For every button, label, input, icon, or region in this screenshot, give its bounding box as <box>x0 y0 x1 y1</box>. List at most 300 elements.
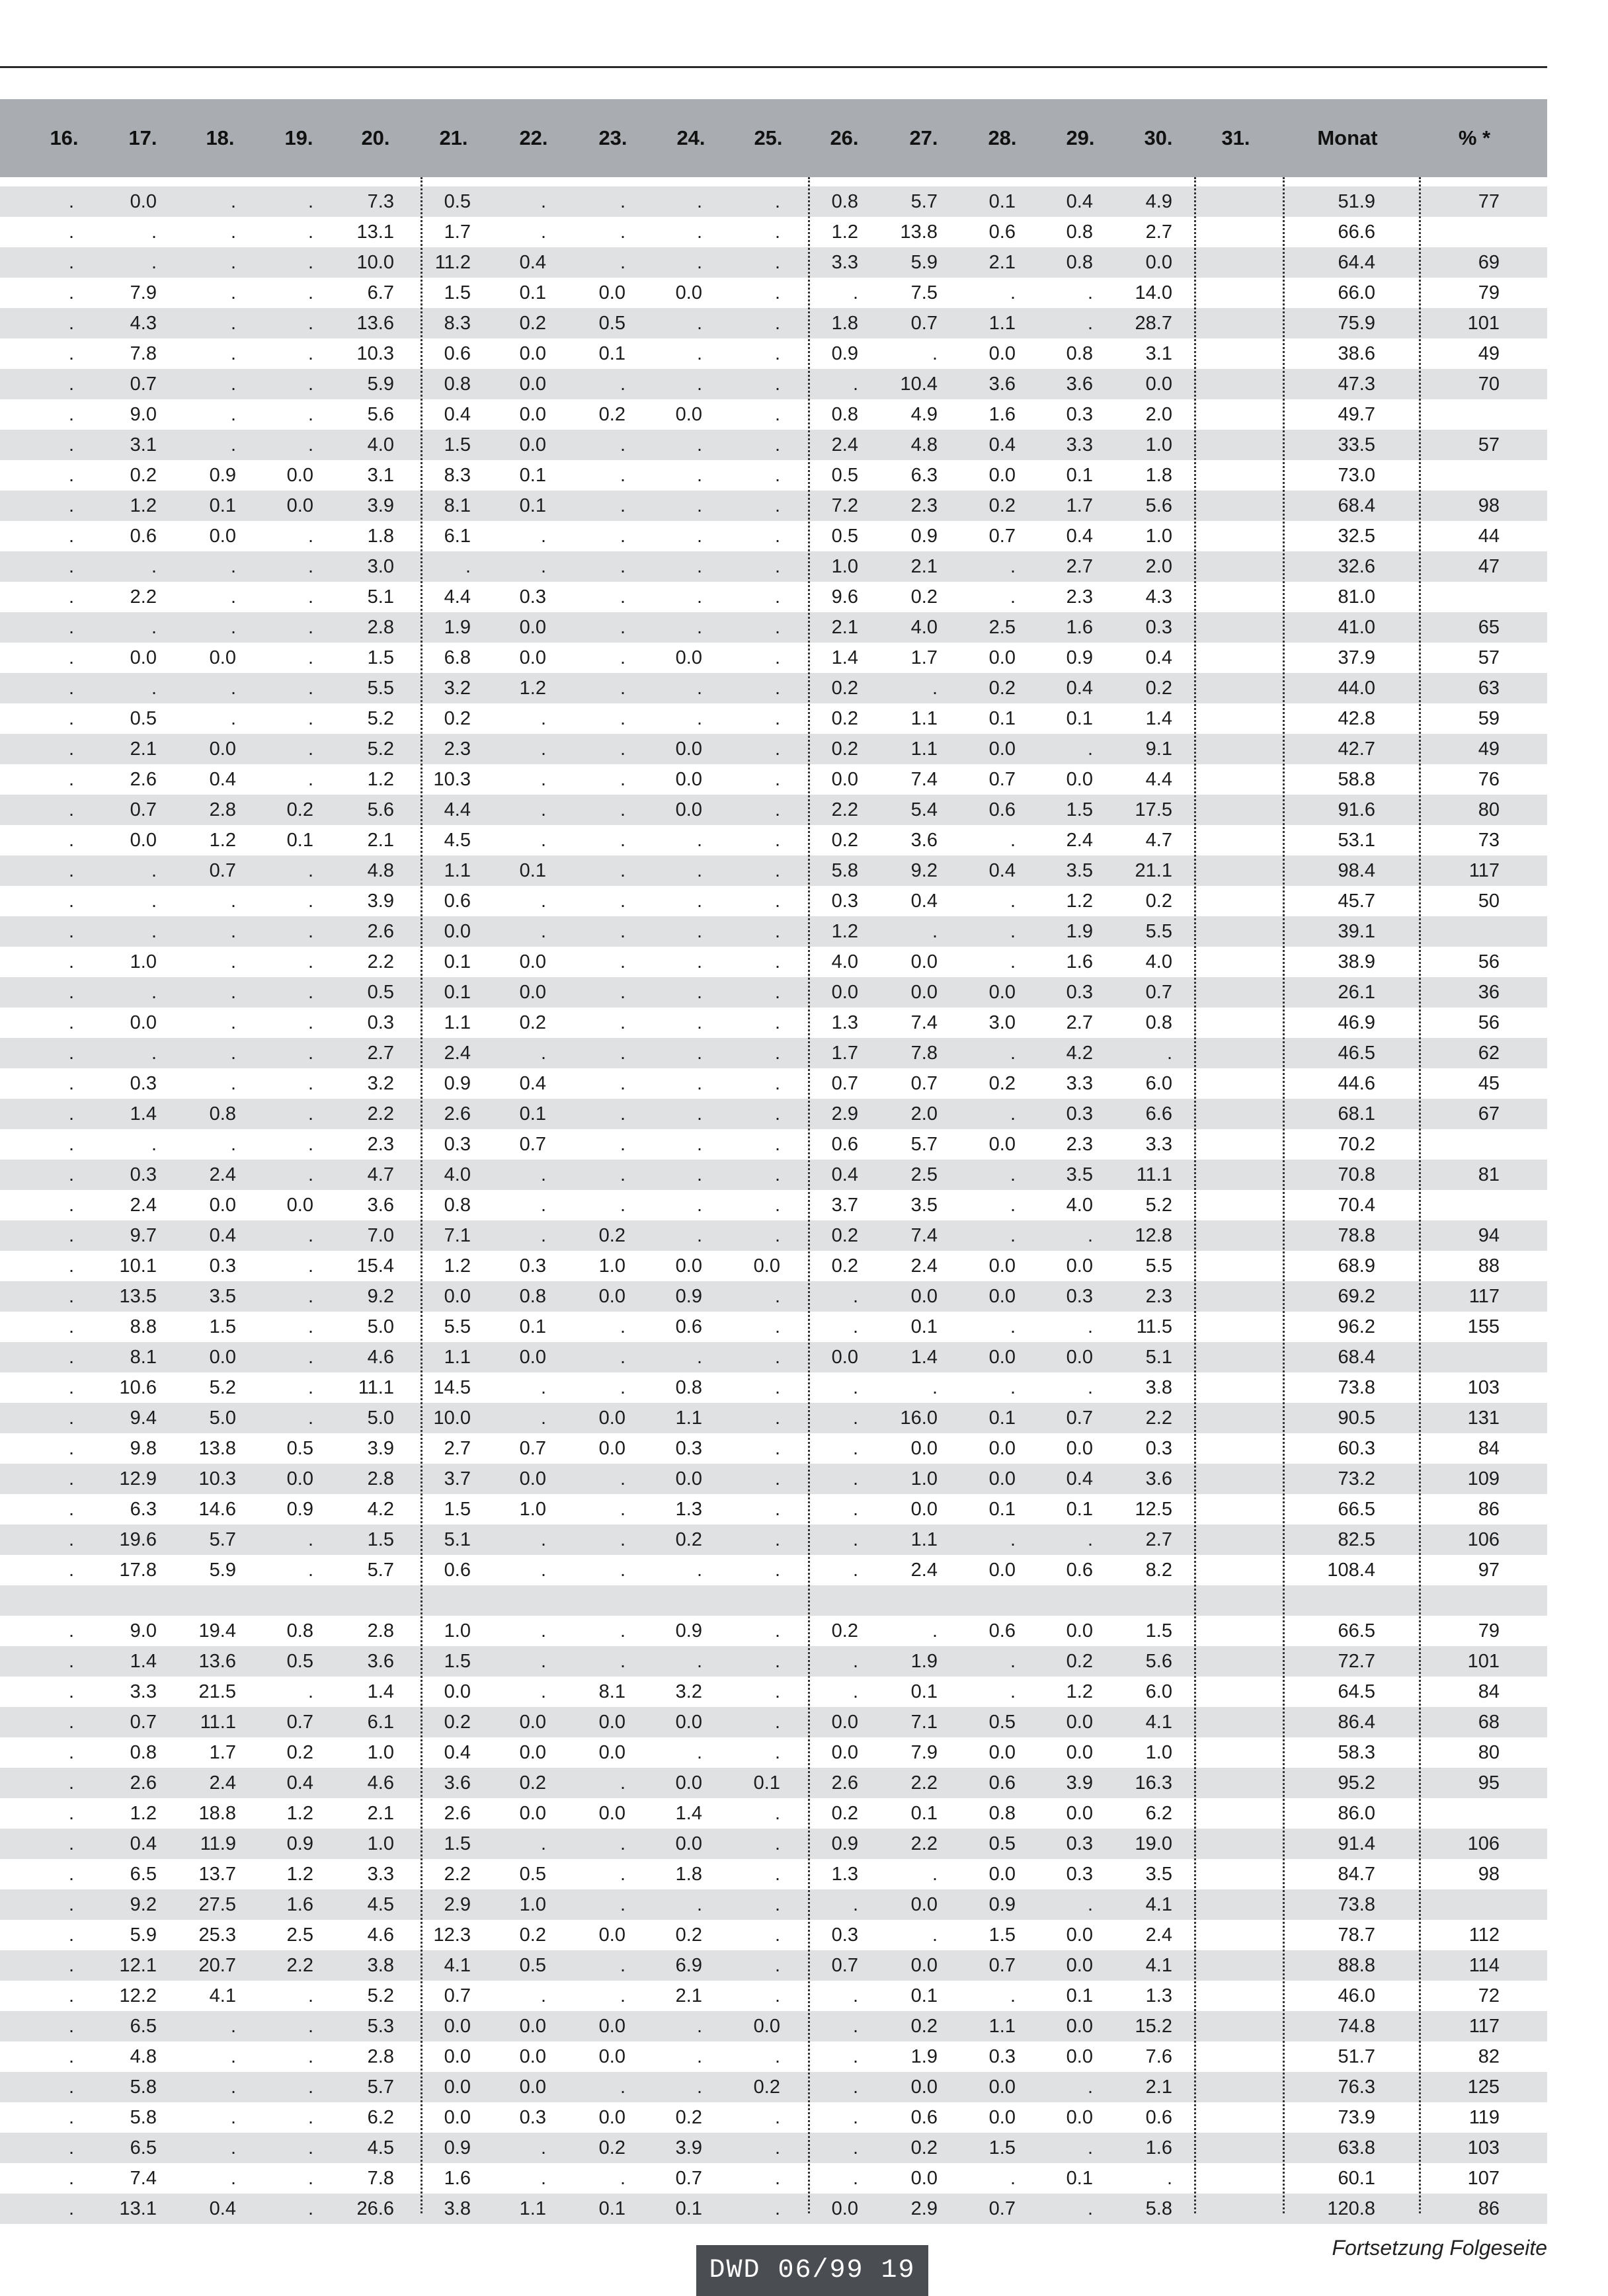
table-cell: . <box>68 1985 74 2006</box>
table-cell: 0.0 <box>444 1681 471 1702</box>
table-cell: . <box>696 982 702 1003</box>
table-cell: 4.1 <box>209 1985 236 2006</box>
table-cell: . <box>307 374 313 395</box>
table-cell: 1.3 <box>1145 1985 1172 2006</box>
table-cell: 5.9 <box>910 252 938 273</box>
table-cell: 78.8 <box>1338 1225 1375 1246</box>
table-cell: . <box>307 586 313 608</box>
table-cell: 8.1 <box>130 1347 157 1368</box>
table-cell: 1.4 <box>675 1803 702 1824</box>
table-cell: 2.2 <box>367 1103 394 1125</box>
table-row <box>0 1768 1547 1798</box>
table-cell: 6.3 <box>910 465 938 486</box>
table-cell: . <box>230 1043 236 1064</box>
table-cell: . <box>540 1225 546 1246</box>
table-cell: 1.5 <box>444 1651 471 1672</box>
table-cell: 64.5 <box>1338 1681 1375 1702</box>
table-cell: 0.0 <box>1066 1255 1093 1277</box>
table-row <box>0 1889 1547 1920</box>
table-cell: . <box>68 1255 74 1277</box>
table-cell: 4.5 <box>367 2137 394 2158</box>
table-cell: . <box>68 1620 74 1642</box>
table-cell: . <box>307 1164 313 1185</box>
table-cell: 0.3 <box>1145 1438 1172 1459</box>
table-cell: . <box>151 891 157 912</box>
table-cell: . <box>307 2046 313 2067</box>
table-cell: . <box>620 526 625 547</box>
table-cell: . <box>774 526 780 547</box>
table-cell: . <box>1087 1377 1093 1398</box>
table-cell: 2.3 <box>1145 1286 1172 1307</box>
table-cell: 0.8 <box>988 1803 1016 1824</box>
table-cell: . <box>68 2077 74 2098</box>
table-cell: 91.6 <box>1338 799 1375 820</box>
table-cell: 1.0 <box>367 1833 394 1854</box>
table-cell: 44.6 <box>1338 1073 1375 1094</box>
table-cell: 4.0 <box>831 951 858 972</box>
table-cell: . <box>151 860 157 881</box>
table-cell: 1.6 <box>1066 951 1093 972</box>
table-cell: . <box>307 1103 313 1125</box>
table-cell: . <box>68 191 74 212</box>
table-cell: 6.5 <box>130 1864 157 1885</box>
table-cell: 5.9 <box>130 1924 157 1946</box>
table-cell: . <box>852 1681 858 1702</box>
table-cell: 0.3 <box>831 891 858 912</box>
table-cell: 65 <box>1478 617 1500 638</box>
table-cell: 10.3 <box>356 343 394 364</box>
table-cell: . <box>307 1377 313 1398</box>
table-cell: . <box>151 678 157 699</box>
table-cell: 0.8 <box>519 1286 546 1307</box>
table-row <box>0 2133 1547 2163</box>
table-cell: 0.7 <box>1066 1407 1093 1429</box>
table-cell: 9.2 <box>367 1286 394 1307</box>
table-cell: 9.0 <box>130 1620 157 1642</box>
table-cell: 0.3 <box>367 1012 394 1033</box>
table-cell: . <box>68 1134 74 1155</box>
table-cell: 0.0 <box>675 738 702 760</box>
table-cell: 12.9 <box>119 1468 157 1489</box>
table-cell: . <box>307 617 313 638</box>
table-cell: 45 <box>1478 1073 1500 1094</box>
table-cell: 80 <box>1478 799 1500 820</box>
table-cell: 10.4 <box>900 374 938 395</box>
table-cell: 0.4 <box>444 404 471 425</box>
table-cell: . <box>68 951 74 972</box>
table-cell: 0.1 <box>598 2198 625 2219</box>
table-cell: 0.0 <box>444 2046 471 2067</box>
table-cell: 3.2 <box>444 678 471 699</box>
table-cell: . <box>540 526 546 547</box>
table-cell: 2.7 <box>1066 556 1093 577</box>
table-cell: 17.8 <box>119 1560 157 1581</box>
table-cell: . <box>852 1985 858 2006</box>
table-cell: 0.2 <box>598 404 625 425</box>
table-cell: 0.1 <box>444 951 471 972</box>
table-cell: 0.0 <box>988 1134 1016 1155</box>
table-cell: 12.3 <box>433 1924 471 1946</box>
table-cell: 60.3 <box>1338 1438 1375 1459</box>
table-cell: 0.6 <box>444 891 471 912</box>
table-cell: . <box>696 708 702 729</box>
table-cell: 0.5 <box>831 465 858 486</box>
table-cell: 69 <box>1478 252 1500 273</box>
table-cell: 57 <box>1478 647 1500 668</box>
table-cell: 0.0 <box>910 951 938 972</box>
table-cell: 0.3 <box>519 1255 546 1277</box>
table-cell: . <box>932 678 938 699</box>
table-cell: . <box>620 191 625 212</box>
table-cell: . <box>1010 1377 1016 1398</box>
table-cell: 0.0 <box>675 282 702 303</box>
table-cell: . <box>68 1712 74 1733</box>
table-cell: 1.1 <box>519 2198 546 2219</box>
table-cell: 5.2 <box>367 1985 394 2006</box>
table-cell: . <box>230 2046 236 2067</box>
table-cell: 82 <box>1478 2046 1500 2067</box>
table-cell: 6.7 <box>367 282 394 303</box>
table-cell: . <box>68 1499 74 1520</box>
table-cell: . <box>774 1529 780 1550</box>
table-cell: 1.5 <box>444 282 471 303</box>
table-cell: 8.2 <box>1145 1560 1172 1581</box>
table-cell: 0.1 <box>988 708 1016 729</box>
table-cell: . <box>307 1255 313 1277</box>
table-cell: . <box>774 1286 780 1307</box>
table-cell: . <box>620 1347 625 1368</box>
table-cell: . <box>68 1103 74 1125</box>
table-cell: 53.1 <box>1338 830 1375 851</box>
table-cell: . <box>68 1955 74 1976</box>
table-cell: 0.0 <box>519 2077 546 2098</box>
table-cell: 0.0 <box>598 1407 625 1429</box>
table-cell: 9.4 <box>130 1407 157 1429</box>
table-cell: 0.6 <box>988 221 1016 243</box>
table-cell: 3.8 <box>444 2198 471 2219</box>
table-cell: 2.6 <box>130 769 157 790</box>
table-cell: . <box>774 1651 780 1672</box>
table-cell: . <box>774 1560 780 1581</box>
table-cell: . <box>540 2168 546 2189</box>
table-cell: 45.7 <box>1338 891 1375 912</box>
table-cell: 73.8 <box>1338 1377 1375 1398</box>
table-cell: 0.7 <box>130 374 157 395</box>
table-cell: . <box>696 313 702 334</box>
table-cell: 0.4 <box>519 1073 546 1094</box>
table-cell: . <box>774 2046 780 2067</box>
table-cell: 0.0 <box>910 1894 938 1915</box>
table-row <box>0 1190 1547 1220</box>
table-cell: 7.4 <box>910 1012 938 1033</box>
table-cell: 1.4 <box>910 1347 938 1368</box>
table-cell: . <box>307 556 313 577</box>
table-cell: 73.8 <box>1338 1894 1375 1915</box>
table-cell: 1.5 <box>988 1924 1016 1946</box>
table-cell: . <box>540 2137 546 2158</box>
table-row <box>0 1342 1547 1372</box>
table-cell: 0.9 <box>1066 647 1093 668</box>
table-cell: . <box>151 1134 157 1155</box>
table-cell: 2.6 <box>444 1803 471 1824</box>
table-cell: . <box>307 891 313 912</box>
table-cell: 0.7 <box>910 313 938 334</box>
table-cell: 1.4 <box>831 647 858 668</box>
table-cell: 42.8 <box>1338 708 1375 729</box>
table-cell: 1.0 <box>367 1742 394 1763</box>
table-cell: 0.0 <box>519 982 546 1003</box>
table-cell: . <box>932 1864 938 1885</box>
table-row <box>0 1524 1547 1555</box>
table-cell: . <box>151 921 157 942</box>
table-cell: . <box>1010 282 1016 303</box>
table-cell: 0.3 <box>1066 1103 1093 1125</box>
table-cell: 0.0 <box>519 1803 546 1824</box>
table-cell: 0.1 <box>1066 1499 1093 1520</box>
table-row <box>0 1220 1547 1251</box>
table-cell: 39.1 <box>1338 921 1375 942</box>
table-cell: . <box>230 891 236 912</box>
table-row <box>0 2041 1547 2072</box>
table-cell: 0.1 <box>1066 1985 1093 2006</box>
table-row <box>0 1068 1547 1099</box>
table-row <box>0 2102 1547 2133</box>
table-cell: 37.9 <box>1338 647 1375 668</box>
table-cell: 5.1 <box>367 586 394 608</box>
table-cell: 94 <box>1478 1225 1500 1246</box>
table-cell: . <box>696 434 702 455</box>
table-cell: 49 <box>1478 738 1500 760</box>
table-cell: . <box>774 434 780 455</box>
table-cell: 28.7 <box>1135 313 1172 334</box>
table-cell: 1.4 <box>130 1103 157 1125</box>
table-cell: . <box>68 1833 74 1854</box>
table-cell: . <box>852 1407 858 1429</box>
table-cell: . <box>620 1560 625 1581</box>
table-row <box>0 2072 1547 2102</box>
table-cell: . <box>307 1407 313 1429</box>
table-cell: . <box>68 282 74 303</box>
table-cell: . <box>696 2077 702 2098</box>
header-cell: Monat <box>1317 126 1378 149</box>
table-cell: 4.5 <box>444 830 471 851</box>
table-cell: . <box>696 526 702 547</box>
table-cell: . <box>307 221 313 243</box>
table-cell: 1.9 <box>910 1651 938 1672</box>
table-cell: 2.9 <box>831 1103 858 1125</box>
table-cell: 0.3 <box>519 586 546 608</box>
table-cell: 0.0 <box>519 1742 546 1763</box>
table-cell: . <box>1010 951 1016 972</box>
table-cell: 6.0 <box>1145 1073 1172 1094</box>
table-cell: 4.9 <box>910 404 938 425</box>
table-cell: . <box>774 1225 780 1246</box>
table-cell: 49.7 <box>1338 404 1375 425</box>
table-cell: 2.8 <box>367 617 394 638</box>
table-cell: 1.5 <box>444 1833 471 1854</box>
table-cell: 107 <box>1467 2168 1500 2189</box>
table-cell: 97 <box>1478 1560 1500 1581</box>
table-cell: 0.0 <box>910 1286 938 1307</box>
table-cell: 4.1 <box>444 1955 471 1976</box>
table-cell: 0.0 <box>831 1742 858 1763</box>
table-cell: 32.6 <box>1338 556 1375 577</box>
table-cell: . <box>230 282 236 303</box>
table-cell: 19.4 <box>198 1620 236 1642</box>
table-cell: . <box>151 1043 157 1064</box>
table-cell: 1.3 <box>831 1012 858 1033</box>
table-cell: 0.3 <box>209 1255 236 1277</box>
table-cell: 0.1 <box>910 1681 938 1702</box>
table-cell: 13.8 <box>198 1438 236 1459</box>
table-cell: 0.0 <box>988 343 1016 364</box>
table-cell: 0.0 <box>988 1347 1016 1368</box>
table-cell: . <box>774 1894 780 1915</box>
table-row <box>0 886 1547 916</box>
table-cell: 155 <box>1467 1316 1500 1337</box>
table-cell: 0.0 <box>130 1012 157 1033</box>
table-cell: 47.3 <box>1338 374 1375 395</box>
table-cell: 0.8 <box>675 1377 702 1398</box>
table-cell: 0.4 <box>209 769 236 790</box>
table-cell: . <box>932 343 938 364</box>
table-cell: 78.7 <box>1338 1924 1375 1946</box>
table-cell: 0.0 <box>910 2077 938 2098</box>
table-cell: 2.1 <box>130 738 157 760</box>
table-cell: 98 <box>1478 1864 1500 1885</box>
table-cell: 1.2 <box>130 495 157 516</box>
table-cell: . <box>1010 891 1016 912</box>
table-cell: . <box>307 526 313 547</box>
table-cell: 3.3 <box>1066 434 1093 455</box>
table-cell: . <box>151 556 157 577</box>
table-cell: . <box>68 465 74 486</box>
table-cell: . <box>696 678 702 699</box>
table-cell: . <box>620 1772 625 1794</box>
table-cell: 0.6 <box>444 343 471 364</box>
table-cell: . <box>307 738 313 760</box>
table-cell: 3.0 <box>367 556 394 577</box>
table-cell: . <box>1010 1316 1016 1337</box>
table-cell: 0.0 <box>130 830 157 851</box>
table-cell: 0.5 <box>286 1651 313 1672</box>
table-cell: 0.6 <box>1066 1560 1093 1581</box>
table-cell: 82.5 <box>1338 1529 1375 1550</box>
table-cell: 3.5 <box>1066 1164 1093 1185</box>
table-cell: 56 <box>1478 1012 1500 1033</box>
table-cell: 66.5 <box>1338 1620 1375 1642</box>
table-cell: 0.0 <box>1066 2046 1093 2067</box>
table-cell: . <box>1087 2198 1093 2219</box>
table-cell: 46.5 <box>1338 1043 1375 1064</box>
table-cell: 98 <box>1478 495 1500 516</box>
table-cell: 4.2 <box>1066 1043 1093 1064</box>
table-cell: . <box>774 830 780 851</box>
table-cell: 51.7 <box>1338 2046 1375 2067</box>
table-row <box>0 1038 1547 1068</box>
table-cell: . <box>696 191 702 212</box>
table-cell: 0.2 <box>910 2137 938 2158</box>
table-cell: . <box>307 1286 313 1307</box>
table-cell: 0.3 <box>1145 617 1172 638</box>
table-row <box>0 1129 1547 1160</box>
table-cell: 0.2 <box>1066 1651 1093 1672</box>
table-cell: 4.4 <box>1145 769 1172 790</box>
table-cell: . <box>620 465 625 486</box>
table-cell: 0.8 <box>1066 221 1093 243</box>
table-row <box>0 582 1547 612</box>
table-row <box>0 278 1547 308</box>
table-cell: 0.8 <box>1145 1012 1172 1033</box>
table-cell: 7.5 <box>910 282 938 303</box>
table-cell: . <box>307 708 313 729</box>
table-cell: . <box>68 1864 74 1885</box>
table-cell: 0.9 <box>286 1499 313 1520</box>
table-cell: 0.8 <box>1066 343 1093 364</box>
table-cell: . <box>68 860 74 881</box>
table-cell: . <box>307 1134 313 1155</box>
table-cell: 1.5 <box>367 1529 394 1550</box>
table-cell: 0.3 <box>130 1164 157 1185</box>
table-cell: . <box>1010 1164 1016 1185</box>
table-cell: 56 <box>1478 951 1500 972</box>
table-cell: 0.2 <box>675 2107 702 2128</box>
table-cell: 0.2 <box>598 1225 625 1246</box>
table-cell: 33.5 <box>1338 434 1375 455</box>
table-cell: . <box>307 1043 313 1064</box>
table-cell: 15.4 <box>356 1255 394 1277</box>
table-row <box>0 186 1547 217</box>
table-cell: 0.0 <box>988 1438 1016 1459</box>
table-cell: . <box>620 252 625 273</box>
table-cell: . <box>307 2198 313 2219</box>
table-cell: 0.7 <box>1145 982 1172 1003</box>
table-cell: . <box>307 647 313 668</box>
table-cell: 1.1 <box>444 1012 471 1033</box>
table-row <box>0 1829 1547 1859</box>
table-cell: 8.8 <box>130 1316 157 1337</box>
header-cell: 24. <box>676 126 705 149</box>
table-cell: 1.8 <box>1145 465 1172 486</box>
table-cell: 1.6 <box>1145 2137 1172 2158</box>
table-cell: 1.2 <box>444 1255 471 1277</box>
table-cell: 1.1 <box>675 1407 702 1429</box>
table-cell: 2.8 <box>209 799 236 820</box>
table-cell: . <box>68 1407 74 1429</box>
table-cell: 69.2 <box>1338 1286 1375 1307</box>
table-cell: . <box>620 434 625 455</box>
table-cell: 0.0 <box>988 2107 1016 2128</box>
table-cell: . <box>1166 1043 1172 1064</box>
table-cell: 0.0 <box>1066 1347 1093 1368</box>
table-cell: 3.5 <box>209 1286 236 1307</box>
table-cell: 0.3 <box>831 1924 858 1946</box>
table-cell: 0.9 <box>910 526 938 547</box>
table-cell: 0.4 <box>1066 678 1093 699</box>
table-cell: . <box>1087 1225 1093 1246</box>
table-row <box>0 1464 1547 1494</box>
table-cell: . <box>774 2168 780 2189</box>
table-cell: . <box>68 1164 74 1185</box>
table-cell: 0.8 <box>130 1742 157 1763</box>
table-cell: 5.2 <box>1145 1195 1172 1216</box>
table-cell: 1.2 <box>831 921 858 942</box>
table-cell: 0.1 <box>519 282 546 303</box>
table-cell: . <box>230 1134 236 1155</box>
table-cell: 8.1 <box>598 1681 625 1702</box>
table-cell: 0.0 <box>598 1803 625 1824</box>
table-cell: 14.0 <box>1135 282 1172 303</box>
